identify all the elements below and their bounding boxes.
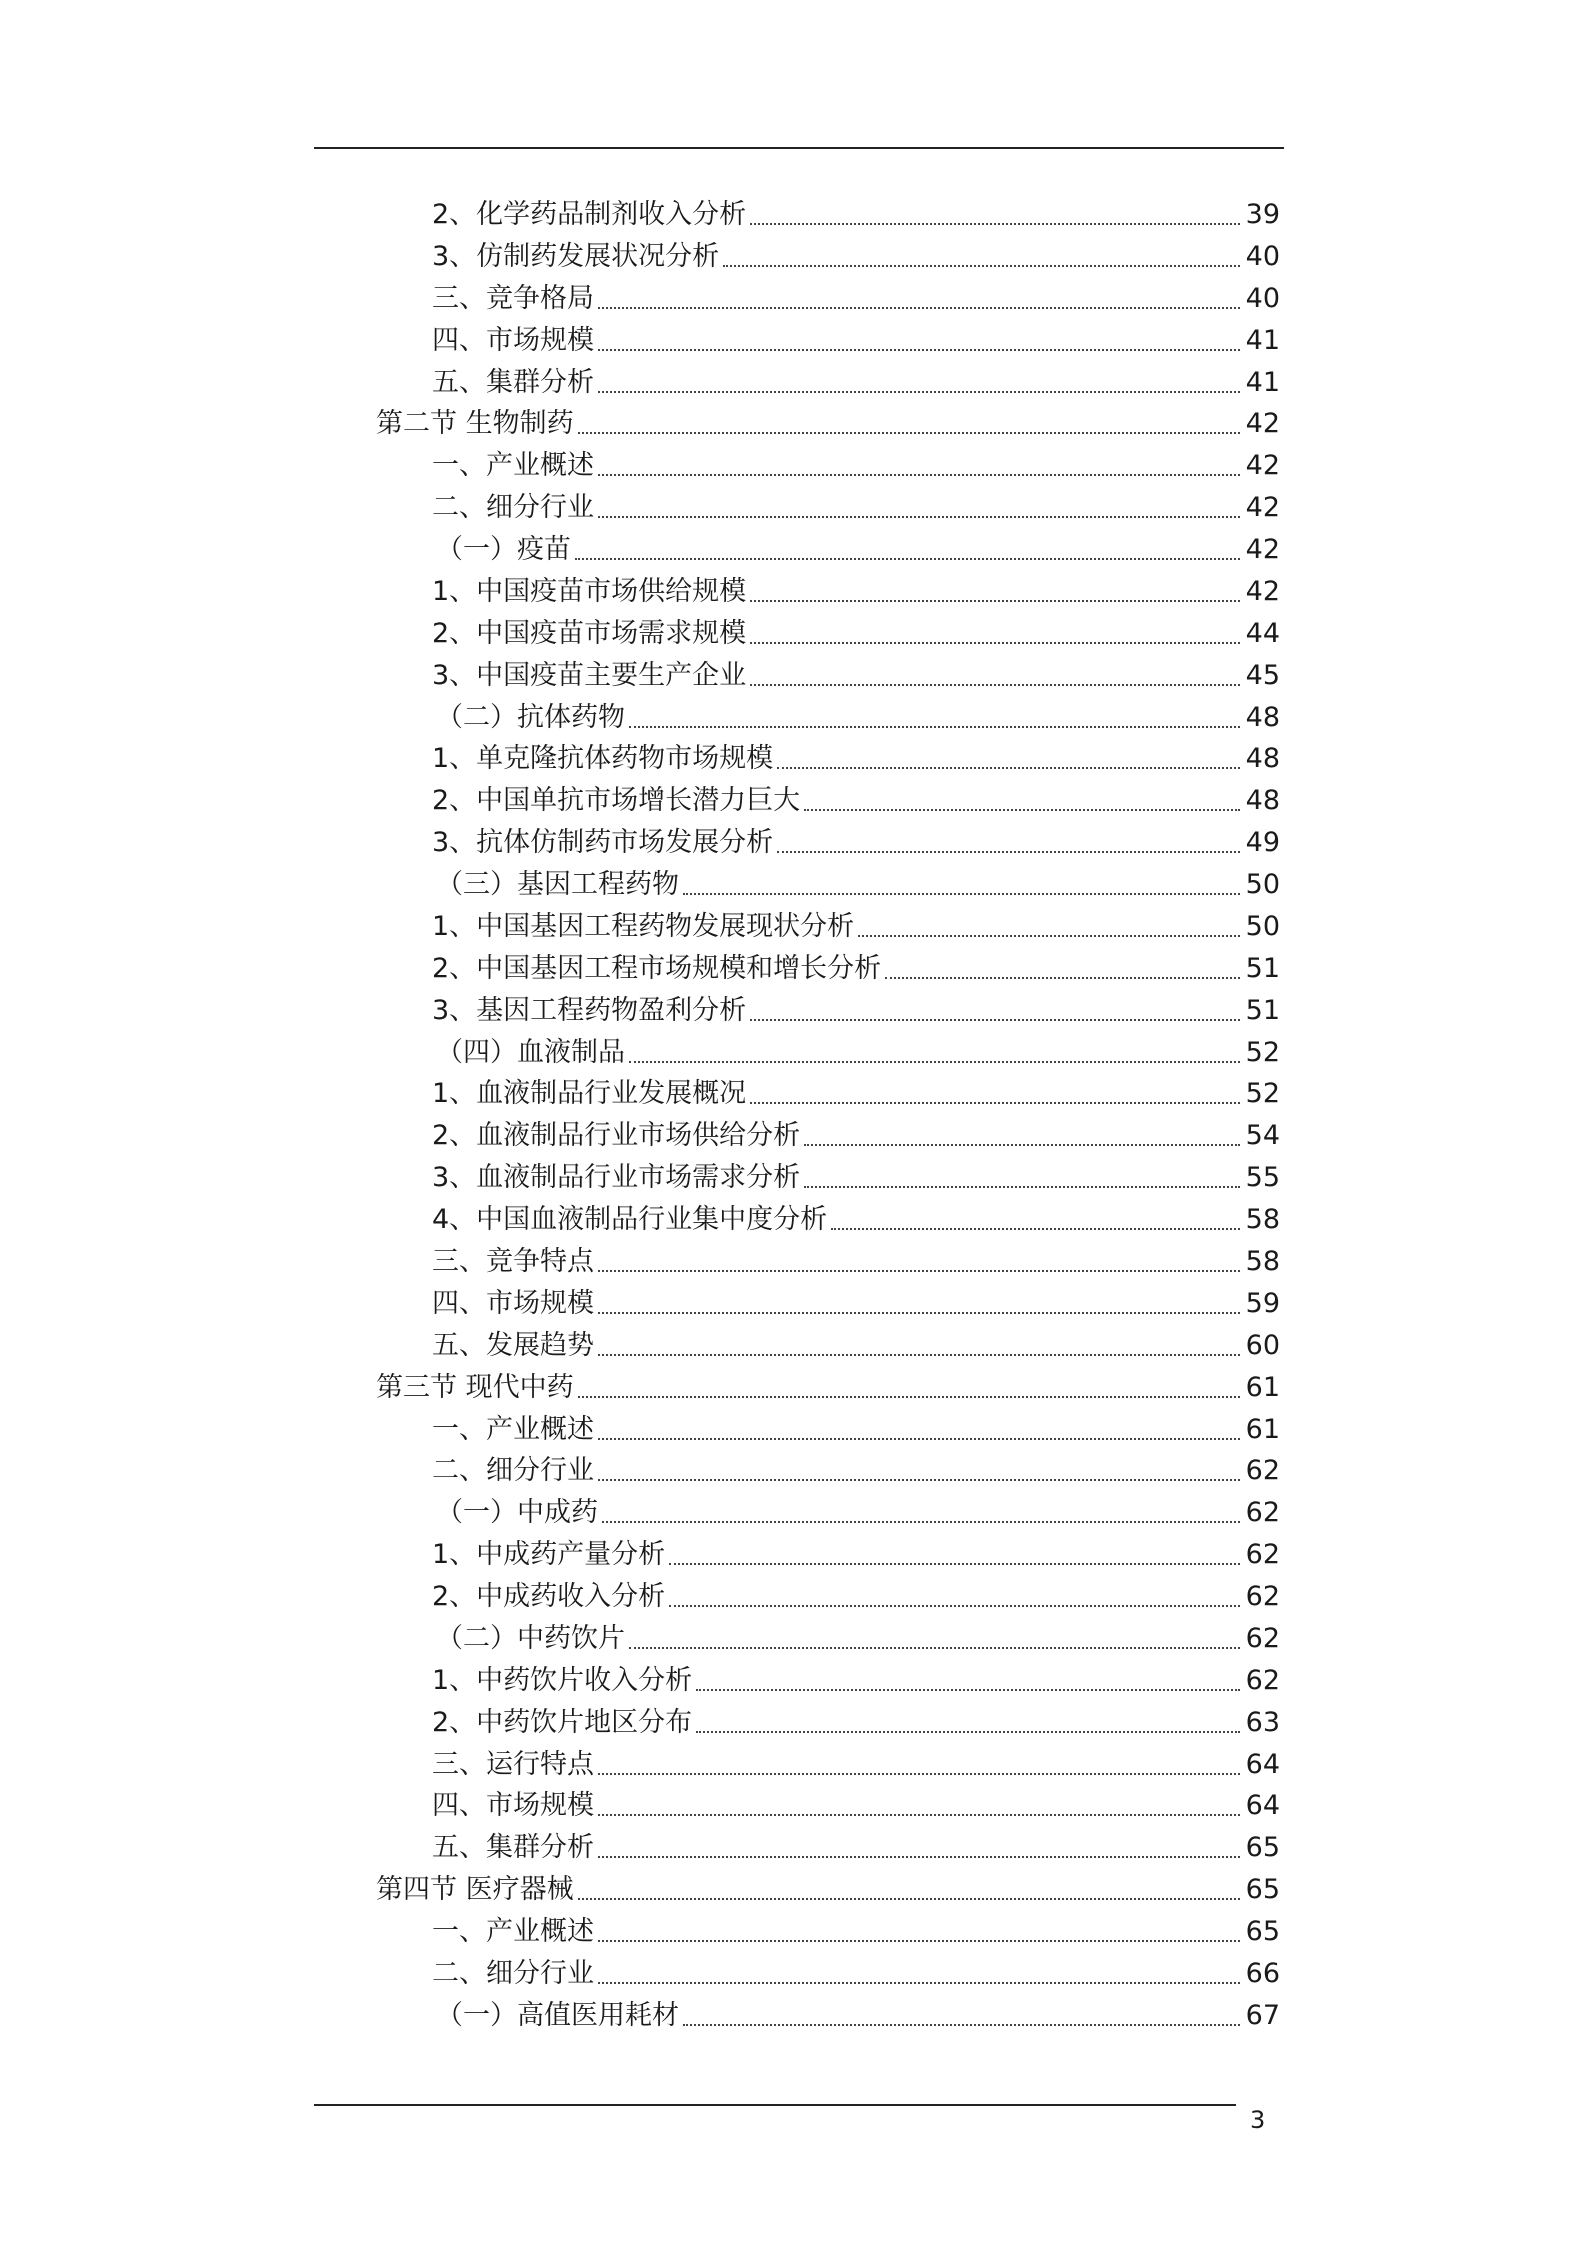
toc-dot-leader <box>629 1647 1240 1649</box>
toc-entry-label: 三、竞争特点 <box>432 1246 594 1277</box>
toc-entry-label: （二）抗体药物 <box>436 702 625 733</box>
toc-entry-label: 二、细分行业 <box>432 1958 594 1989</box>
toc-entry-label: 四、市场规模 <box>432 325 594 356</box>
toc-entry-page: 61 <box>1245 1414 1280 1445</box>
toc-entry-label: 3、基因工程药物盈利分析 <box>432 995 747 1026</box>
toc-entry-label: 三、运行特点 <box>432 1749 594 1780</box>
toc-dot-leader <box>750 600 1239 602</box>
toc-entry-label: 2、化学药品制剂收入分析 <box>432 199 747 230</box>
toc-entry[interactable] <box>432 1786 1280 1826</box>
toc-dot-leader <box>598 1438 1240 1440</box>
toc-entry[interactable] <box>432 1074 1280 1114</box>
toc-dot-leader <box>602 1521 1240 1523</box>
toc-dot-leader <box>598 1270 1240 1272</box>
toc-entry-label: 二、细分行业 <box>432 492 594 523</box>
toc-dot-leader <box>598 1982 1240 1984</box>
toc-entry-page: 65 <box>1245 1916 1280 1947</box>
toc-entry-page: 51 <box>1245 953 1280 984</box>
toc-entry[interactable] <box>432 1912 1280 1952</box>
toc-entry[interactable] <box>436 698 1280 738</box>
toc-entry[interactable] <box>436 1996 1280 2036</box>
toc-entry[interactable] <box>432 321 1280 361</box>
toc-entry-page: 63 <box>1245 1707 1280 1738</box>
toc-entry-page: 59 <box>1245 1288 1280 1319</box>
toc-entry-page: 64 <box>1245 1790 1280 1821</box>
toc-entry-page: 65 <box>1245 1874 1280 1905</box>
toc-entry-label: 2、中国基因工程市场规模和增长分析 <box>432 953 882 984</box>
toc-entry-page: 48 <box>1245 743 1280 774</box>
toc-entry-page: 55 <box>1245 1162 1280 1193</box>
toc-dot-leader <box>804 1144 1239 1146</box>
toc-entry-page: 50 <box>1245 869 1280 900</box>
toc-dot-leader <box>598 391 1240 393</box>
toc-entry-page: 64 <box>1245 1749 1280 1780</box>
toc-entry[interactable] <box>432 907 1280 947</box>
toc-entry-label: （二）中药饮片 <box>436 1623 625 1654</box>
toc-entry-page: 42 <box>1245 492 1280 523</box>
toc-dot-leader <box>598 1354 1240 1356</box>
toc-entry-page: 50 <box>1245 911 1280 942</box>
toc-entry-page: 67 <box>1245 2000 1280 2031</box>
toc-entry-label: （一）中成药 <box>436 1497 598 1528</box>
toc-dot-leader <box>669 1605 1239 1607</box>
toc-entry-page: 62 <box>1245 1497 1280 1528</box>
toc-entry[interactable] <box>432 656 1280 696</box>
toc-dot-leader <box>598 1312 1240 1314</box>
toc-entry[interactable] <box>432 991 1280 1031</box>
toc-entry-page: 41 <box>1245 367 1280 398</box>
toc-dot-leader <box>629 1061 1240 1063</box>
toc-dot-leader <box>669 1563 1239 1565</box>
toc-entry-label: 一、产业概述 <box>432 450 594 481</box>
toc-entry[interactable] <box>432 1242 1280 1282</box>
toc-entry[interactable] <box>432 614 1280 654</box>
toc-dot-leader <box>598 349 1240 351</box>
toc-entry-label: 2、中国疫苗市场需求规模 <box>432 618 747 649</box>
toc-entry[interactable] <box>432 1828 1280 1868</box>
toc-entry-label: （一）疫苗 <box>436 534 571 565</box>
toc-entry-label: 2、中国单抗市场增长潜力巨大 <box>432 785 801 816</box>
toc-entry-label: 3、中国疫苗主要生产企业 <box>432 660 747 691</box>
toc-dot-leader <box>750 1019 1239 1021</box>
toc-dot-leader <box>750 642 1239 644</box>
page-number: 3 <box>1250 2106 1266 2134</box>
toc-entry[interactable] <box>432 488 1280 528</box>
toc-entry[interactable] <box>432 823 1280 863</box>
toc-entry-label: 2、血液制品行业市场供给分析 <box>432 1120 801 1151</box>
toc-dot-leader <box>578 1898 1240 1900</box>
toc-dot-leader <box>598 1773 1240 1775</box>
toc-entry-label: 四、市场规模 <box>432 1790 594 1821</box>
toc-entry[interactable] <box>432 739 1280 779</box>
toc-entry-page: 51 <box>1245 995 1280 1026</box>
toc-dot-leader <box>598 474 1240 476</box>
toc-entry[interactable] <box>376 1870 1280 1910</box>
toc-entry-label: 四、市场规模 <box>432 1288 594 1319</box>
toc-entry[interactable] <box>432 1535 1280 1575</box>
toc-dot-leader <box>804 809 1239 811</box>
toc-entry-label: （三）基因工程药物 <box>436 869 679 900</box>
toc-entry-page: 52 <box>1245 1037 1280 1068</box>
toc-dot-leader <box>777 851 1239 853</box>
toc-dot-leader <box>683 2024 1240 2026</box>
toc-entry-label: 1、中成药产量分析 <box>432 1539 666 1570</box>
toc-entry-page: 40 <box>1245 241 1280 272</box>
toc-entry-label: 1、中国疫苗市场供给规模 <box>432 576 747 607</box>
toc-entry[interactable] <box>432 1116 1280 1156</box>
toc-entry[interactable] <box>432 237 1280 277</box>
toc-entry[interactable] <box>432 1410 1280 1450</box>
toc-entry-page: 60 <box>1245 1330 1280 1361</box>
toc-entry[interactable] <box>432 572 1280 612</box>
toc-entry-label: 1、中国基因工程药物发展现状分析 <box>432 911 855 942</box>
toc-dot-leader <box>750 223 1239 225</box>
toc-entry-label: （一）高值医用耗材 <box>436 2000 679 2031</box>
toc-entry-page: 42 <box>1245 408 1280 439</box>
toc-entry-page: 62 <box>1245 1623 1280 1654</box>
toc-entry[interactable] <box>432 1954 1280 1994</box>
toc-dot-leader <box>578 1396 1240 1398</box>
toc-entry[interactable] <box>432 1703 1280 1743</box>
toc-dot-leader <box>578 432 1240 434</box>
toc-entry[interactable] <box>432 1326 1280 1366</box>
toc-dot-leader <box>598 1479 1240 1481</box>
toc-entry-label: 2、中药饮片地区分布 <box>432 1707 693 1738</box>
header-rule <box>314 147 1284 149</box>
toc-entry[interactable] <box>376 404 1280 444</box>
toc-entry-label: 3、抗体仿制药市场发展分析 <box>432 827 774 858</box>
toc-entry[interactable] <box>432 1284 1280 1324</box>
toc-entry-label: 五、发展趋势 <box>432 1330 594 1361</box>
toc-dot-leader <box>777 767 1239 769</box>
toc-entry[interactable] <box>432 363 1280 403</box>
toc-dot-leader <box>598 1856 1240 1858</box>
toc-entry-page: 44 <box>1245 618 1280 649</box>
toc-entry-page: 48 <box>1245 785 1280 816</box>
toc-dot-leader <box>750 684 1239 686</box>
toc-entry-page: 62 <box>1245 1581 1280 1612</box>
toc-entry-page: 58 <box>1245 1246 1280 1277</box>
toc-entry[interactable] <box>432 781 1280 821</box>
toc-entry-page: 52 <box>1245 1078 1280 1109</box>
toc-dot-leader <box>804 1186 1239 1188</box>
toc-dot-leader <box>575 558 1240 560</box>
toc-entry[interactable] <box>432 1745 1280 1785</box>
toc-dot-leader <box>683 893 1240 895</box>
toc-entry[interactable] <box>436 1619 1280 1659</box>
toc-dot-leader <box>598 1940 1240 1942</box>
toc-dot-leader <box>831 1228 1239 1230</box>
toc-dot-leader <box>696 1689 1239 1691</box>
toc-entry-label: 五、集群分析 <box>432 1832 594 1863</box>
toc-entry[interactable] <box>376 1368 1280 1408</box>
toc-entry[interactable] <box>432 446 1280 486</box>
toc-entry-page: 42 <box>1245 576 1280 607</box>
toc-entry-label: 第四节 医疗器械 <box>376 1874 574 1905</box>
toc-dot-leader <box>723 265 1239 267</box>
toc-entry[interactable] <box>432 1661 1280 1701</box>
toc-entry-page: 62 <box>1245 1665 1280 1696</box>
toc-dot-leader <box>858 935 1239 937</box>
toc-entry-page: 65 <box>1245 1832 1280 1863</box>
footer-rule <box>314 2104 1236 2106</box>
toc-entry-label: （四）血液制品 <box>436 1037 625 1068</box>
toc-entry-page: 66 <box>1245 1958 1280 1989</box>
toc-dot-leader <box>598 516 1240 518</box>
toc-dot-leader <box>598 307 1240 309</box>
toc-entry-label: 三、竞争格局 <box>432 283 594 314</box>
toc-dot-leader <box>885 977 1239 979</box>
toc-entry[interactable] <box>432 1200 1280 1240</box>
toc-entry-page: 62 <box>1245 1539 1280 1570</box>
toc-entry-label: 第二节 生物制药 <box>376 408 574 439</box>
toc-entry[interactable] <box>432 1158 1280 1198</box>
toc-entry[interactable] <box>432 279 1280 319</box>
toc-entry-page: 48 <box>1245 702 1280 733</box>
toc-dot-leader <box>598 1814 1240 1816</box>
toc-entry-label: 2、中成药收入分析 <box>432 1581 666 1612</box>
toc-entry[interactable] <box>432 1451 1280 1491</box>
toc-entry-page: 61 <box>1245 1372 1280 1403</box>
toc-entry[interactable] <box>432 1577 1280 1617</box>
toc-entry-label: 五、集群分析 <box>432 367 594 398</box>
toc-entry-label: 一、产业概述 <box>432 1916 594 1947</box>
toc-entry-label: 3、仿制药发展状况分析 <box>432 241 720 272</box>
toc-entry-page: 45 <box>1245 660 1280 691</box>
toc-entry-page: 49 <box>1245 827 1280 858</box>
toc-dot-leader <box>629 726 1240 728</box>
toc-entry[interactable] <box>436 1033 1280 1073</box>
toc-entry-label: 1、中药饮片收入分析 <box>432 1665 693 1696</box>
toc-entry-label: 二、细分行业 <box>432 1455 594 1486</box>
toc-entry-page: 58 <box>1245 1204 1280 1235</box>
toc-entry[interactable] <box>432 949 1280 989</box>
toc-entry-label: 3、血液制品行业市场需求分析 <box>432 1162 801 1193</box>
toc-entry-label: 一、产业概述 <box>432 1414 594 1445</box>
toc-entry[interactable] <box>436 530 1280 570</box>
toc-entry-page: 40 <box>1245 283 1280 314</box>
toc-entry-page: 41 <box>1245 325 1280 356</box>
toc-entry[interactable] <box>436 865 1280 905</box>
toc-entry-label: 1、单克隆抗体药物市场规模 <box>432 743 774 774</box>
toc-entry-label: 第三节 现代中药 <box>376 1372 574 1403</box>
toc-entry-page: 54 <box>1245 1120 1280 1151</box>
toc-entry-label: 1、血液制品行业发展概况 <box>432 1078 747 1109</box>
toc-entry-page: 42 <box>1245 450 1280 481</box>
toc-dot-leader <box>696 1731 1239 1733</box>
toc-entry-label: 4、中国血液制品行业集中度分析 <box>432 1204 828 1235</box>
toc-entry-page: 39 <box>1245 199 1280 230</box>
toc-dot-leader <box>750 1102 1239 1104</box>
toc-entry[interactable] <box>436 1493 1280 1533</box>
toc-entry-page: 62 <box>1245 1455 1280 1486</box>
toc-entry-page: 42 <box>1245 534 1280 565</box>
toc-entry[interactable] <box>432 195 1280 235</box>
